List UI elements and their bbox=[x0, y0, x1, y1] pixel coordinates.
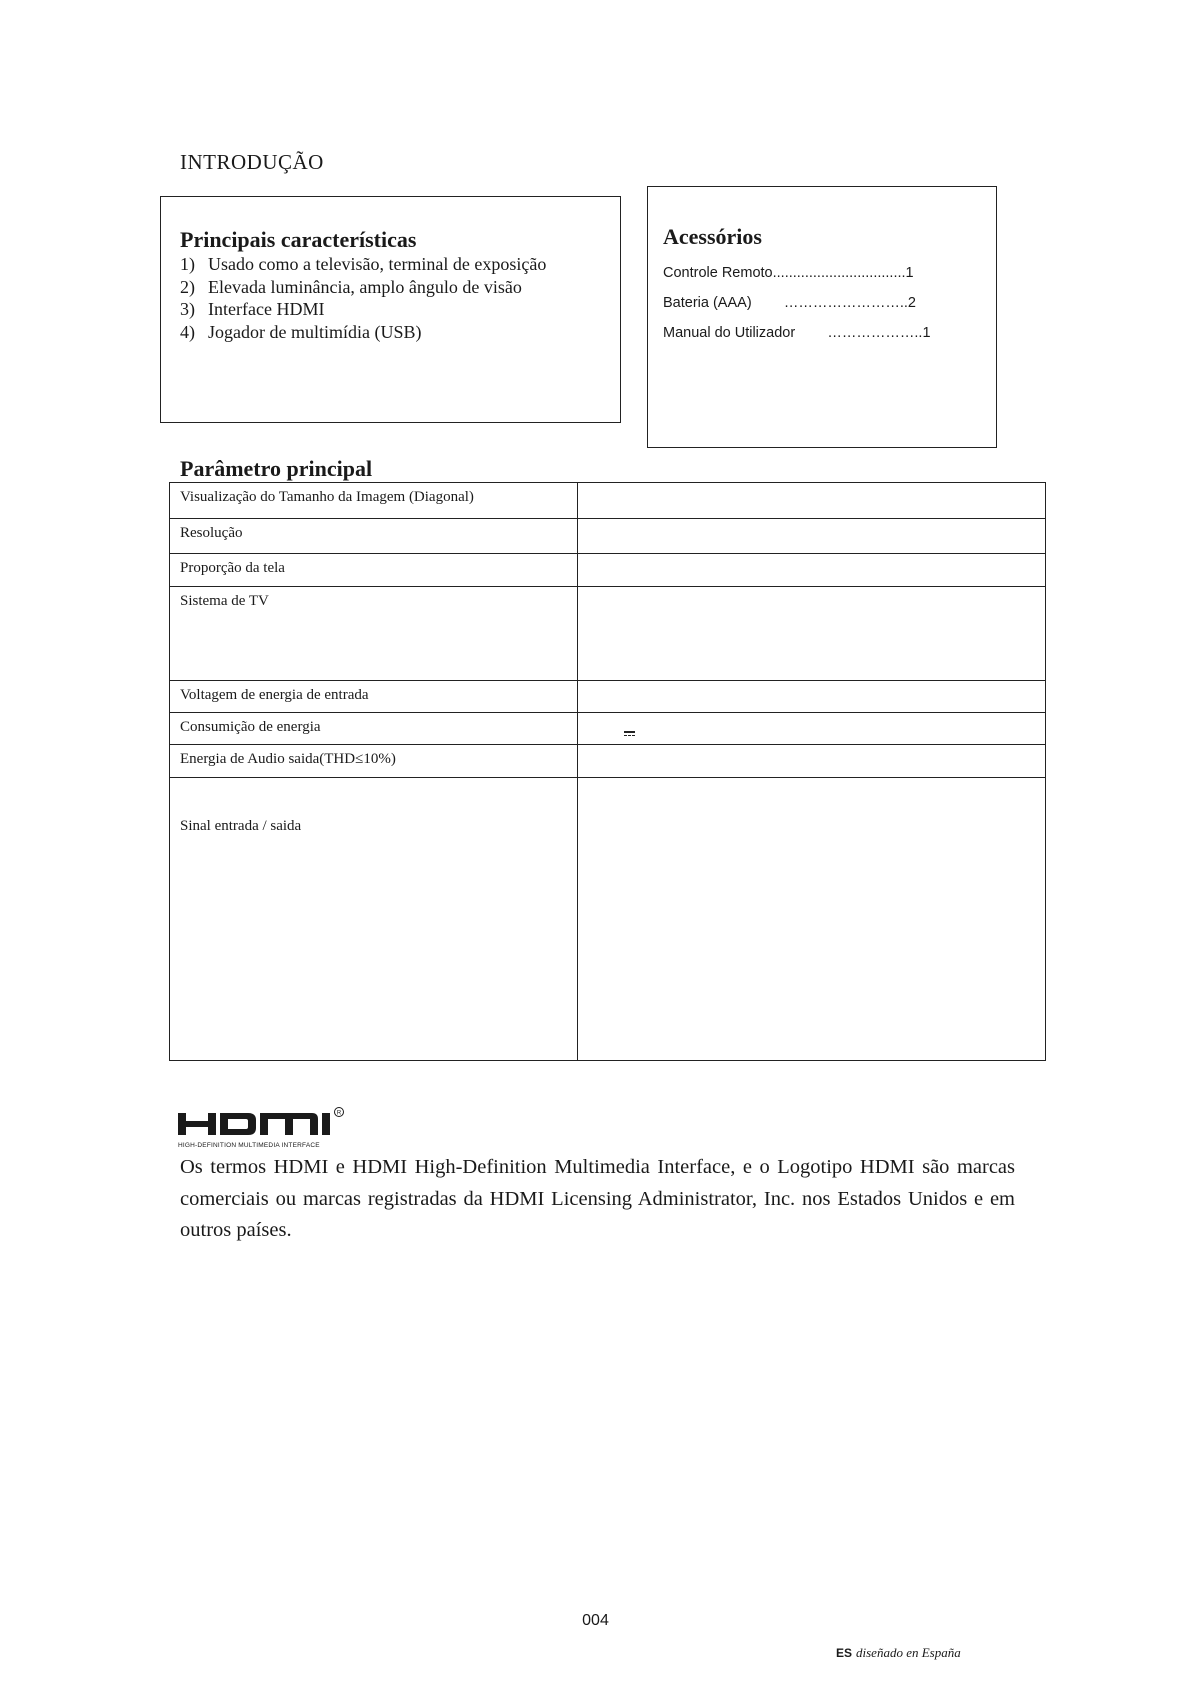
page-number: 004 bbox=[582, 1612, 609, 1629]
dc-current-symbol-icon bbox=[624, 731, 635, 736]
table-row bbox=[170, 745, 1046, 778]
table-row bbox=[170, 713, 1046, 745]
param-value-audio-power bbox=[577, 745, 1045, 778]
accessory-battery: Bateria (AAA) ……………………..2 bbox=[663, 295, 916, 311]
parameters-table bbox=[169, 482, 1046, 1061]
features-list bbox=[180, 253, 546, 343]
features-title: Principais características bbox=[180, 227, 417, 252]
accessories-box bbox=[647, 186, 997, 448]
param-label-tv-system: Sistema de TV bbox=[170, 587, 578, 681]
param-label-resolution: Resolução bbox=[170, 519, 578, 554]
param-value-screen-size bbox=[577, 483, 1045, 519]
param-label-input-voltage: Voltagem de energia de entrada bbox=[170, 681, 578, 713]
parameters-title: Parâmetro principal bbox=[180, 456, 373, 481]
brand-mark bbox=[836, 1645, 961, 1661]
list-item: 4) Jogador de multimídia (USB) bbox=[180, 321, 422, 342]
table-row bbox=[170, 519, 1046, 554]
param-label-screen-size: Visualização do Tamanho da Imagem (Diagonal) bbox=[170, 483, 578, 519]
param-value-input-voltage bbox=[577, 681, 1045, 713]
hdmi-logo bbox=[178, 1105, 350, 1149]
svg-text:R: R bbox=[336, 1110, 342, 1117]
features-box bbox=[160, 196, 621, 423]
accessory-remote-control: Controle Remoto.................................1 bbox=[663, 265, 914, 281]
param-value-signal-io bbox=[577, 778, 1045, 1061]
accessories-title: Acessórios bbox=[663, 224, 762, 249]
trademark-notice: Os termos HDMI e HDMI High-Definition Multimedia Interface, e o Logotipo HDMI são marcas comerciais ou marcas registradas da HDMI Licensing Administrator, Inc. nos Estados Unidos e em outros países. bbox=[180, 1156, 1015, 1241]
section-title: INTRODUÇÃO bbox=[180, 150, 324, 174]
hdmi-caption: HIGH-DEFINITION MULTIMEDIA INTERFACE bbox=[178, 1142, 320, 1149]
param-value-tv-system bbox=[577, 587, 1045, 681]
param-label-signal-io: Sinal entrada / saida bbox=[170, 778, 578, 1061]
hdmi-wordmark-icon bbox=[178, 1105, 350, 1141]
table-row bbox=[170, 587, 1046, 681]
table-row bbox=[170, 778, 1046, 1061]
param-label-audio-power: Energia de Audio saida(THD≤10%) bbox=[170, 745, 578, 778]
param-value-aspect-ratio bbox=[577, 554, 1045, 587]
param-value-power-consumption bbox=[577, 713, 1045, 745]
list-item: 3) Interface HDMI bbox=[180, 299, 325, 319]
param-label-aspect-ratio: Proporção da tela bbox=[170, 554, 578, 587]
param-label-power-consumption: Consumição de energia bbox=[170, 713, 578, 745]
brand-mark-prefix: ES bbox=[836, 1646, 853, 1660]
table-row bbox=[170, 554, 1046, 587]
brand-mark-text: diseñado en España bbox=[856, 1645, 961, 1660]
table-row bbox=[170, 483, 1046, 519]
list-item: 2) Elevada luminância, amplo ângulo de visão bbox=[180, 276, 522, 297]
accessory-user-manual: Manual do Utilizador ………………..1 bbox=[663, 325, 931, 341]
table-row bbox=[170, 681, 1046, 713]
param-value-resolution bbox=[577, 519, 1045, 554]
list-item: 1) Usado como a televisão, terminal de exposição bbox=[180, 254, 547, 274]
